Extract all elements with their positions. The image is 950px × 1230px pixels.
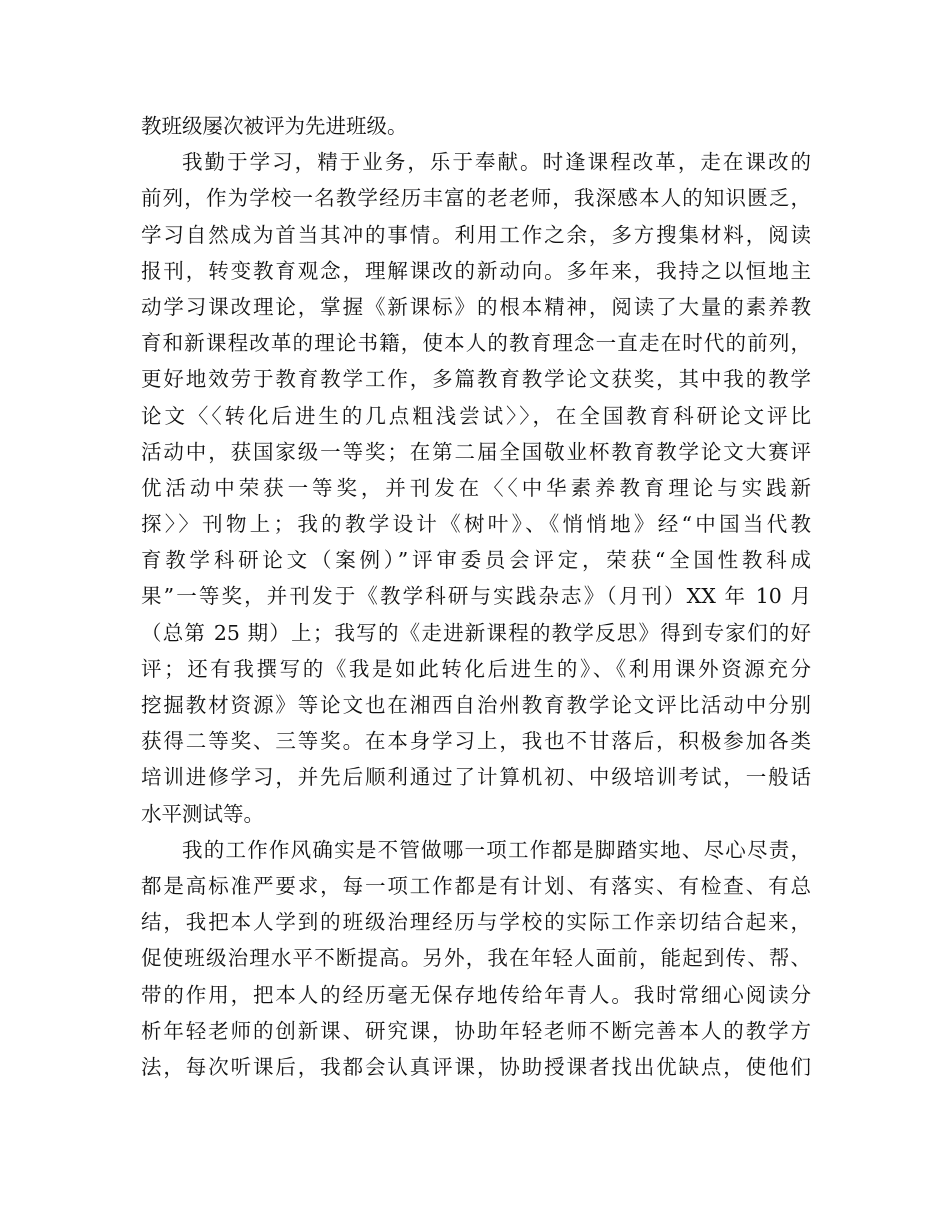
text-line: 前列，作为学校一名教学经历丰富的老老师，我深感本人的知识匮乏， <box>141 186 811 211</box>
document-body <box>141 108 811 1085</box>
text-line: 评；还有我撰写的《我是如此转化后进生的》、《利用课外资源充分 <box>141 656 811 681</box>
text-line: 教班级屡次被评为先进班级。 <box>141 114 408 138</box>
text-line: 更好地效劳于教育教学工作，多篇教育教学论文获奖，其中我的教学 <box>141 367 811 392</box>
text-line: 获得二等奖、三等奖。在本身学习上，我也不甘落后，积极参加各类 <box>141 729 811 754</box>
text-line: 析年轻老师的创新课、研究课，协助年轻老师不断完善本人的教学方 <box>141 1018 811 1043</box>
text-line: 探〉〉刊物上；我的教学设计《树叶》、《悄悄地》经“中国当代教 <box>141 512 811 537</box>
text-line: 法，每次听课后，我都会认真评课，协助授课者找出优缺点，使他们 <box>141 1054 811 1079</box>
text-line: 带的作用，把本人的经历毫无保存地传给年青人。我时常细心阅读分 <box>141 982 811 1007</box>
text-line: 育教学科研论文（案例）”评审委员会评定，荣获“全国性教科成 <box>141 548 811 573</box>
text-line: （总第 25 期）上；我写的《走进新课程的教学反思》得到专家们的好 <box>141 620 811 645</box>
text-line: 报刊，转变教育观念，理解课改的新动向。多年来，我持之以恒地主 <box>141 258 811 283</box>
text-line: 挖掘教材资源》等论文也在湘西自治州教育教学论文评比活动中分别 <box>141 693 811 717</box>
text-line: 我的工作作风确实是不管做哪一项工作都是脚踏实地、尽心尽责， <box>182 837 811 862</box>
text-line: 果”一等奖，并刊发于《教学科研与实践杂志》（月刊）XX 年 10 月 <box>141 584 811 609</box>
text-line: 学习自然成为首当其冲的事情。利用工作之余，多方搜集材料，阅读 <box>141 222 811 247</box>
text-line: 活动中，获国家级一等奖；在第二届全国敬业杯教育教学论文大赛评 <box>141 439 811 464</box>
text-line: 论文〈〈转化后进生的几点粗浅尝试〉〉，在全国教育科研论文评比 <box>141 403 811 428</box>
text-line: 结，我把本人学到的班级治理经历与学校的实际工作亲切结合起来， <box>141 910 811 935</box>
text-line: 优活动中荣获一等奖，并刊发在〈〈中华素养教育理论与实践新 <box>141 475 811 500</box>
text-line: 水平测试等。 <box>141 801 264 826</box>
text-line: 培训进修学习，并先后顺利通过了计算机初、中级培训考试，一般话 <box>141 765 811 790</box>
paragraph <box>141 832 811 1085</box>
text-line: 我勤于学习，精于业务，乐于奉献。时逢课程改革，走在课改的 <box>182 150 811 175</box>
text-line: 都是高标准严要求，每一项工作都是有计划、有落实、有检查、有总 <box>141 873 811 898</box>
paragraph <box>141 144 811 832</box>
text-line: 促使班级治理水平不断提高。另外，我在年轻人面前，能起到传、帮、 <box>141 946 811 971</box>
paragraph <box>141 108 811 144</box>
text-line: 动学习课改理论，掌握《新课标》的根本精神，阅读了大量的素养教 <box>141 294 811 319</box>
text-line: 育和新课程改革的理论书籍，使本人的教育理念一直走在时代的前列， <box>141 331 811 356</box>
